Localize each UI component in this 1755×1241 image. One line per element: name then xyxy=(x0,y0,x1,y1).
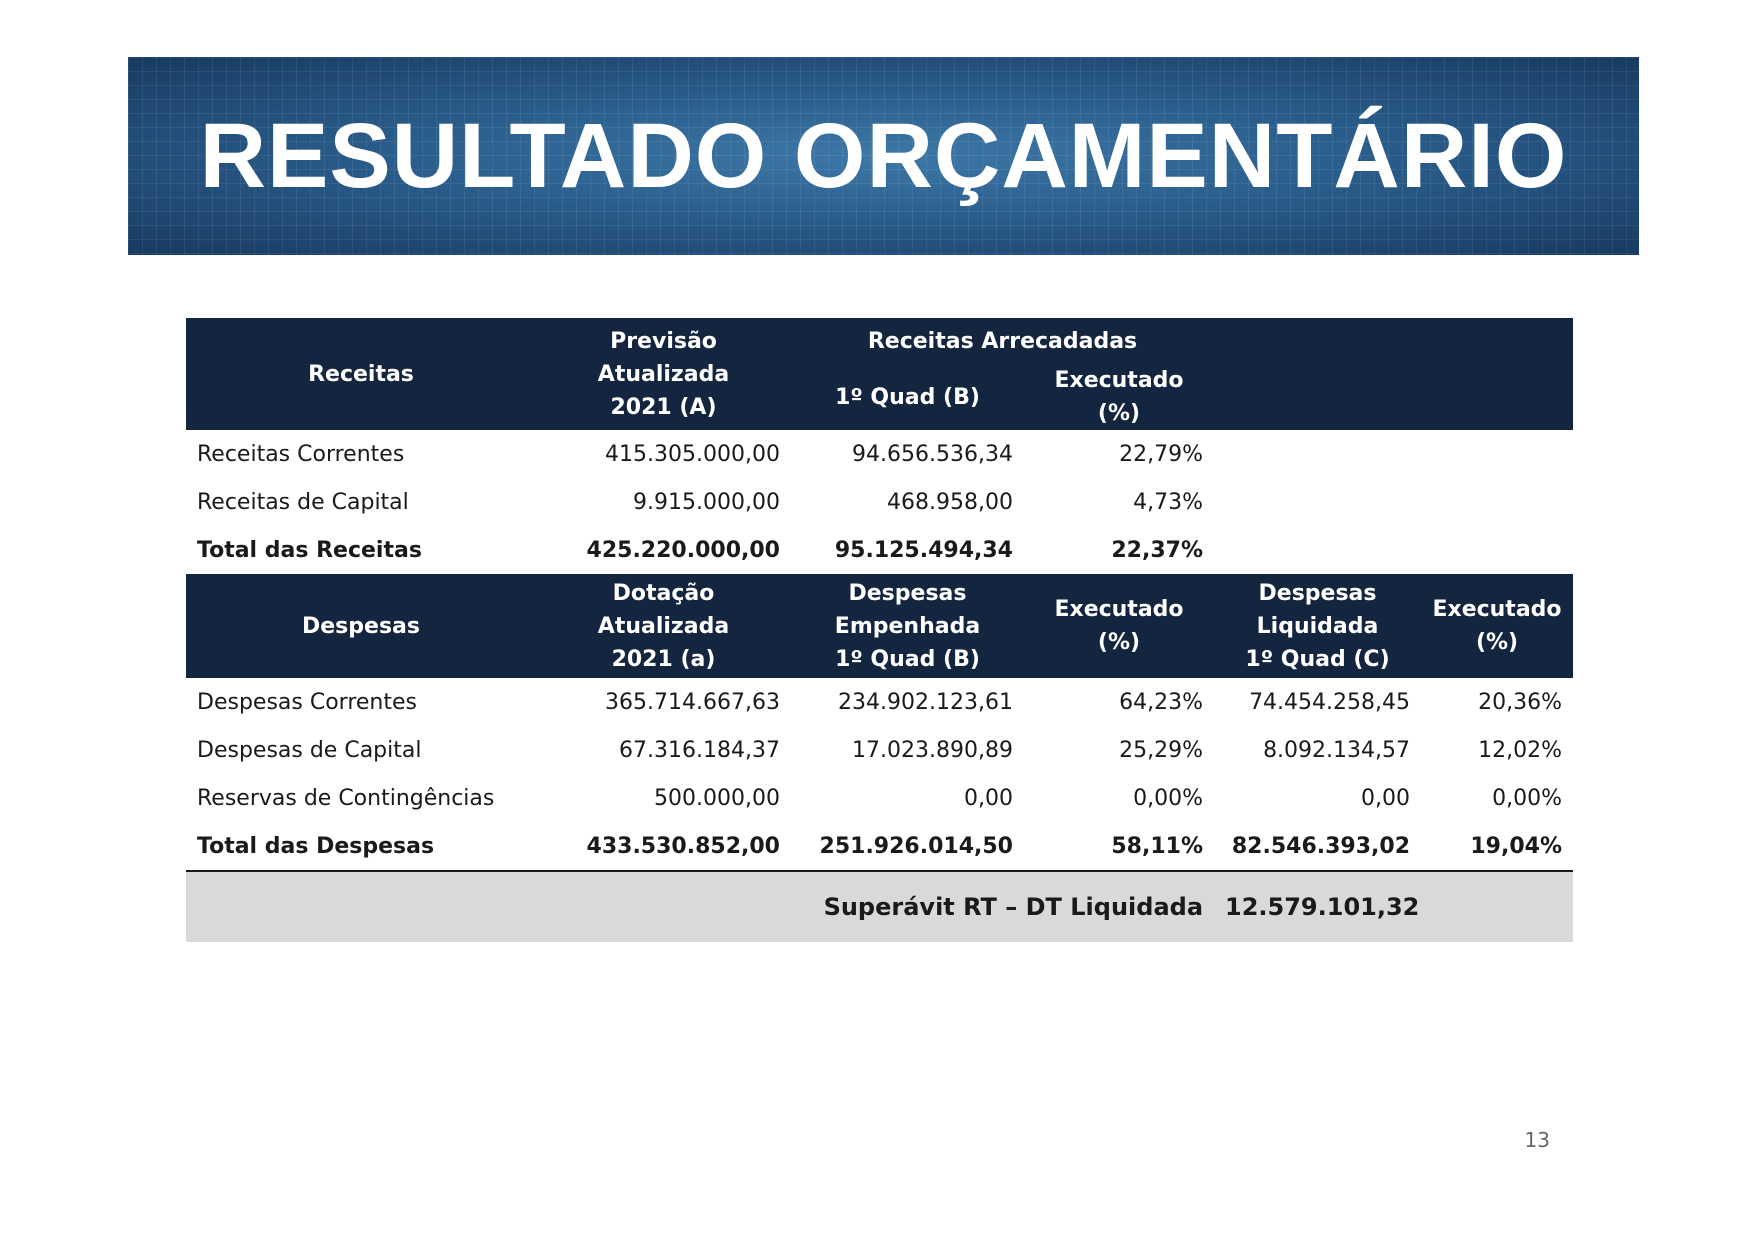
executado-liquidada-header xyxy=(1421,574,1573,678)
despesas-row-empenhada: 17.023.890,89 xyxy=(852,737,1013,763)
receitas-row-executado: 22,79% xyxy=(1119,441,1204,467)
executado-empenhada-header-line2: (%) xyxy=(1097,630,1141,655)
receitas-row-quad: 94.656.536,34 xyxy=(852,441,1013,467)
despesas-row-liquidada: 0,00 xyxy=(1361,785,1411,811)
liquidada-header-line2: Liquidada xyxy=(1256,613,1379,639)
summary-value: 12.579.101,32 xyxy=(1214,871,1421,942)
receitas-subheader-empty xyxy=(1214,364,1573,430)
despesas-header-row xyxy=(186,574,1573,678)
despesas-row-exec-emp: 0,00% xyxy=(1133,785,1204,811)
despesas-row-label: Despesas de Capital xyxy=(197,737,422,763)
receitas-header-row xyxy=(186,318,1573,364)
despesas-row-dotacao: 365.714.667,63 xyxy=(605,689,780,715)
receitas-total-executado: 22,37% xyxy=(1111,537,1204,563)
despesas-row xyxy=(186,678,1573,726)
despesas-row-dotacao: 67.316.184,37 xyxy=(619,737,780,763)
despesas-row-exec-liq: 20,36% xyxy=(1478,689,1563,715)
despesas-row-liquidada: 74.454.258,45 xyxy=(1249,689,1411,715)
receitas-row-previsao: 415.305.000,00 xyxy=(605,441,780,467)
despesas-row-label: Reservas de Contingências xyxy=(197,785,495,811)
receitas-row-executado: 4,73% xyxy=(1133,489,1204,515)
receitas-executado-header: Executado (%) xyxy=(1024,364,1214,430)
despesas-row-exec-liq: 12,02% xyxy=(1478,737,1563,763)
empenhada-header-line3: 1º Quad (B) xyxy=(835,646,980,672)
despesas-row xyxy=(186,726,1573,774)
summary-empty xyxy=(186,871,791,942)
receitas-total-quad: 95.125.494,34 xyxy=(834,537,1013,563)
receitas-arrecadadas-header: Receitas Arrecadadas xyxy=(791,318,1214,364)
despesas-row-exec-emp: 64,23% xyxy=(1119,689,1204,715)
executado-empenhada-header xyxy=(1024,574,1214,678)
dotacao-header-line1: Dotação Atualizada xyxy=(597,580,730,639)
receitas-row-previsao: 9.915.000,00 xyxy=(633,489,780,515)
previsao-header xyxy=(536,318,791,430)
executado-liquidada-header-line2: (%) xyxy=(1475,630,1519,655)
despesas-row-liquidada: 8.092.134,57 xyxy=(1263,737,1411,763)
page-number: 13 xyxy=(1524,1128,1550,1152)
title-banner xyxy=(128,57,1639,255)
despesas-total-exec-liq: 19,04% xyxy=(1421,822,1573,871)
receitas-row xyxy=(186,430,1573,478)
receitas-total-label: Total das Receitas xyxy=(197,537,422,563)
empty-cell xyxy=(1214,526,1573,574)
dotacao-header-line2: 2021 (a) xyxy=(611,646,716,672)
empenhada-header-line2: Empenhada xyxy=(834,613,981,639)
receitas-row-quad: 468.958,00 xyxy=(887,489,1013,515)
receitas-total-previsao: 425.220.000,00 xyxy=(586,537,780,563)
empenhada-header xyxy=(791,574,1024,678)
liquidada-header xyxy=(1214,574,1421,678)
summary-empty-end xyxy=(1421,871,1573,942)
liquidada-header-line1: Despesas xyxy=(1258,580,1377,606)
receitas-row-label: Receitas de Capital xyxy=(197,489,409,515)
despesas-total-row xyxy=(186,822,1573,871)
despesas-row-label: Despesas Correntes xyxy=(197,689,417,715)
despesas-total-label: Total das Despesas xyxy=(186,822,536,871)
budget-result-table xyxy=(186,318,1573,942)
receitas-row-label: Receitas Correntes xyxy=(197,441,405,467)
empty-cell xyxy=(1214,430,1573,478)
empenhada-header-line1: Despesas xyxy=(848,580,967,606)
receitas-row xyxy=(186,478,1573,526)
despesas-total-dotacao: 433.530.852,00 xyxy=(536,822,791,871)
despesas-row-empenhada: 234.902.123,61 xyxy=(838,689,1013,715)
despesas-row-dotacao: 500.000,00 xyxy=(654,785,780,811)
despesas-total-exec-emp: 58,11% xyxy=(1024,822,1214,871)
receitas-total-row xyxy=(186,526,1573,574)
previsao-header-line1: Previsão Atualizada xyxy=(597,328,730,387)
summary-row xyxy=(186,871,1573,942)
receitas-header-empty xyxy=(1214,318,1573,364)
despesas-total-empenhada: 251.926.014,50 xyxy=(791,822,1024,871)
previsao-header-line2: 2021 (A) xyxy=(610,394,717,420)
empty-cell xyxy=(1214,478,1573,526)
despesas-row-empenhada: 0,00 xyxy=(964,785,1013,811)
liquidada-header-line3: 1º Quad (C) xyxy=(1245,646,1390,672)
dotacao-header xyxy=(536,574,791,678)
despesas-row xyxy=(186,774,1573,822)
budget-result-table-container xyxy=(186,318,1573,942)
summary-label: Superávit RT – DT Liquidada xyxy=(791,871,1214,942)
despesas-total-liquidada: 82.546.393,02 xyxy=(1214,822,1421,871)
receitas-quad-header: 1º Quad (B) xyxy=(791,364,1024,430)
despesas-header: Despesas xyxy=(186,574,536,678)
despesas-row-exec-emp: 25,29% xyxy=(1119,737,1204,763)
executado-liquidada-header-line1: Executado xyxy=(1432,597,1562,622)
page-title: RESULTADO ORÇAMENTÁRIO xyxy=(199,104,1568,207)
despesas-row-exec-liq: 0,00% xyxy=(1492,785,1563,811)
executado-empenhada-header-line1: Executado xyxy=(1054,597,1184,622)
receitas-header: Receitas xyxy=(186,318,536,430)
